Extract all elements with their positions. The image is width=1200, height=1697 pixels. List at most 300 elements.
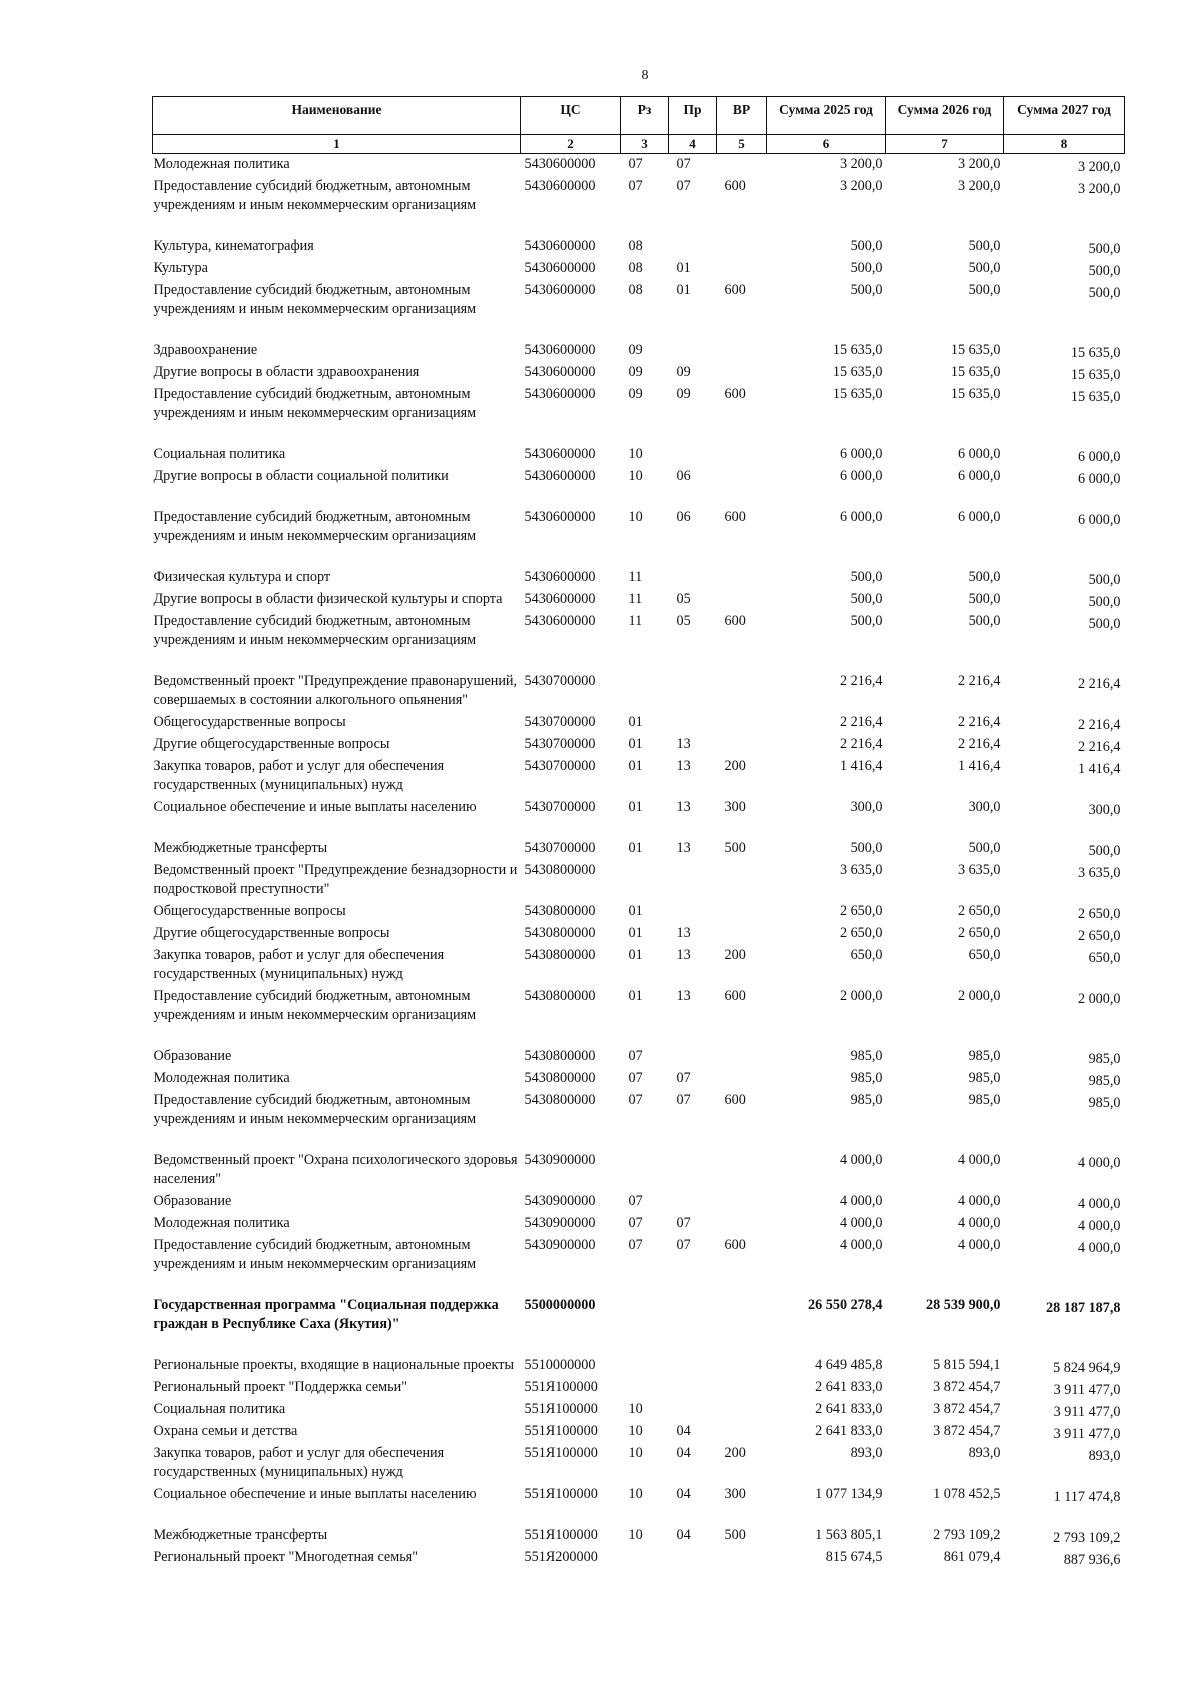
table-row (153, 362, 1125, 384)
cell-sum-2025: 650,0 (850, 947, 883, 963)
table-row (153, 734, 1125, 756)
cell-sum-2027-value: 3 200,0 (1077, 181, 1121, 197)
cell-vr: 600 (724, 509, 746, 525)
cell-sum-2027 (1004, 611, 1125, 652)
cell-rz: 08 (628, 260, 643, 276)
cell-rz: 01 (628, 947, 643, 963)
table-row (153, 756, 1125, 797)
cell-sum-2026: 15 635,0 (950, 386, 1001, 402)
cell-sum-2026: 3 635,0 (957, 862, 1001, 878)
cell-sum-2027 (1004, 589, 1125, 611)
cell-sum-2027 (1004, 444, 1125, 466)
cell-vr (717, 340, 767, 362)
cell-cs: 5430600000 (524, 156, 596, 172)
cell-sum-2027-value: 300,0 (1088, 802, 1121, 818)
cell-pr (669, 567, 717, 589)
column-number: 6 (767, 135, 886, 154)
cell-sum-2026: 3 200,0 (957, 156, 1001, 172)
cell-vr: 300 (724, 799, 746, 815)
cell-sum-2026: 15 635,0 (950, 342, 1001, 358)
cell-vr: 500 (724, 840, 746, 856)
header-row (153, 97, 1125, 135)
cell-sum-2025: 500,0 (850, 569, 883, 585)
cell-sum-2026: 500,0 (968, 613, 1001, 629)
table-row (153, 280, 1125, 321)
cell-sum-2027 (1004, 901, 1125, 923)
table-row (153, 1068, 1125, 1090)
table-row (153, 838, 1125, 860)
table-row (153, 1213, 1125, 1235)
cell-name: Культура, кинематография (153, 238, 314, 254)
cell-name: Закупка товаров, работ и услуг для обеспечения государственных (муниципальных) нужд (153, 1445, 445, 1480)
table-row (153, 507, 1125, 548)
cell-pr: 04 (676, 1486, 691, 1502)
table-row (153, 154, 1125, 177)
cell-name: Ведомственный проект "Предупреждение безнадзорности и подростковой преступности" (153, 862, 518, 897)
cell-name: Молодежная политика (153, 1215, 290, 1231)
cell-sum-2025: 500,0 (850, 282, 883, 298)
cell-sum-2025: 500,0 (850, 840, 883, 856)
cell-sum-2027 (1004, 280, 1125, 321)
cell-cs: 5430600000 (524, 342, 596, 358)
cell-vr: 200 (724, 1445, 746, 1461)
cell-sum-2027 (1004, 1068, 1125, 1090)
cell-rz: 01 (628, 840, 643, 856)
cell-sum-2027-value: 6 000,0 (1077, 512, 1121, 528)
cell-pr: 04 (676, 1527, 691, 1543)
spacer-row (153, 819, 1125, 838)
cell-pr (669, 1399, 717, 1421)
cell-pr: 01 (676, 260, 691, 276)
cell-sum-2027-value: 15 635,0 (1070, 345, 1121, 361)
cell-sum-2025: 4 000,0 (839, 1193, 883, 1209)
cell-name: Другие вопросы в области физической культуры и спорта (153, 591, 503, 607)
cell-name: Молодежная политика (153, 156, 290, 172)
cell-sum-2027-value: 500,0 (1088, 263, 1121, 279)
cell-rz: 07 (628, 1048, 643, 1064)
cell-name: Межбюджетные трансферты (153, 840, 328, 856)
spacer-cell (153, 425, 1125, 444)
cell-cs: 5430800000 (524, 1092, 596, 1108)
cell-sum-2027-value: 500,0 (1088, 285, 1121, 301)
spacer-cell (153, 652, 1125, 671)
cell-name: Предоставление субсидий бюджетным, автономным учреждениям и иным некоммерческим организациям (153, 509, 477, 544)
spacer-row (153, 652, 1125, 671)
header-name: Наименование (153, 97, 521, 135)
cell-sum-2027 (1004, 1090, 1125, 1131)
cell-rz: 07 (628, 1092, 643, 1108)
cell-name: Межбюджетные трансферты (153, 1527, 328, 1543)
cell-rz (621, 671, 669, 712)
cell-rz: 10 (628, 1527, 643, 1543)
cell-sum-2027 (1004, 1377, 1125, 1399)
cell-pr (669, 671, 717, 712)
cell-sum-2027 (1004, 1525, 1125, 1547)
cell-rz: 07 (628, 1215, 643, 1231)
table-row (153, 236, 1125, 258)
cell-cs: 5430700000 (524, 714, 596, 730)
cell-pr: 07 (676, 1092, 691, 1108)
cell-sum-2027-value: 28 187 187,8 (1046, 1300, 1121, 1316)
spacer-cell (153, 321, 1125, 340)
cell-cs: 5430600000 (524, 260, 596, 276)
cell-rz: 11 (628, 613, 643, 629)
cell-pr (669, 712, 717, 734)
column-number: 2 (521, 135, 621, 154)
cell-pr: 05 (676, 613, 691, 629)
cell-cs: 5430600000 (524, 386, 596, 402)
cell-sum-2026: 3 872 454,7 (933, 1423, 1001, 1439)
cell-sum-2026: 6 000,0 (957, 468, 1001, 484)
cell-sum-2026: 3 872 454,7 (933, 1401, 1001, 1417)
cell-rz: 01 (628, 736, 643, 752)
spacer-row (153, 548, 1125, 567)
spacer-cell (153, 488, 1125, 507)
cell-cs: 551Я100000 (524, 1379, 598, 1395)
cell-vr (717, 734, 767, 756)
spacer-row (153, 1276, 1125, 1295)
spacer-row (153, 1336, 1125, 1355)
cell-rz: 07 (628, 1070, 643, 1086)
cell-sum-2025: 3 635,0 (839, 862, 883, 878)
cell-pr: 13 (676, 799, 691, 815)
cell-name: Культура (153, 260, 208, 276)
table-row (153, 1235, 1125, 1276)
cell-rz: 07 (628, 156, 643, 172)
cell-rz: 10 (628, 1486, 643, 1502)
cell-cs: 5430900000 (524, 1215, 596, 1231)
cell-sum-2027-value: 500,0 (1088, 616, 1121, 632)
table-row (153, 176, 1125, 217)
cell-rz: 07 (628, 1237, 643, 1253)
cell-rz: 10 (628, 1423, 643, 1439)
cell-sum-2026: 300,0 (968, 799, 1001, 815)
cell-cs: 5430600000 (524, 613, 596, 629)
cell-name: Закупка товаров, работ и услуг для обеспечения государственных (муниципальных) нужд (153, 758, 445, 793)
cell-vr (717, 589, 767, 611)
cell-rz: 01 (628, 988, 643, 1004)
cell-cs: 551Я100000 (524, 1445, 598, 1461)
table-body (153, 154, 1125, 1570)
cell-rz: 08 (628, 238, 643, 254)
cell-name: Другие вопросы в области здравоохранения (153, 364, 420, 380)
cell-pr: 07 (676, 1215, 691, 1231)
cell-name: Здравоохранение (153, 342, 258, 358)
cell-sum-2027-value: 893,0 (1088, 1448, 1121, 1464)
spacer-row (153, 1506, 1125, 1525)
cell-rz: 10 (628, 1445, 643, 1461)
cell-cs: 551Я100000 (524, 1423, 598, 1439)
cell-sum-2027-value: 6 000,0 (1077, 449, 1121, 465)
cell-sum-2027-value: 985,0 (1088, 1051, 1121, 1067)
cell-sum-2025: 500,0 (850, 613, 883, 629)
cell-sum-2025: 893,0 (850, 1445, 883, 1461)
column-number: 1 (153, 135, 521, 154)
table-row (153, 1046, 1125, 1068)
column-number: 8 (1004, 135, 1125, 154)
cell-rz: 09 (628, 342, 643, 358)
cell-sum-2025: 4 000,0 (839, 1215, 883, 1231)
cell-sum-2027 (1004, 154, 1125, 177)
cell-sum-2027-value: 4 000,0 (1077, 1218, 1121, 1234)
table-row (153, 671, 1125, 712)
cell-pr: 09 (676, 386, 691, 402)
cell-vr (717, 1068, 767, 1090)
cell-sum-2026: 985,0 (968, 1048, 1001, 1064)
cell-sum-2025: 2 650,0 (839, 925, 883, 941)
cell-vr (717, 466, 767, 488)
cell-vr: 500 (724, 1527, 746, 1543)
cell-sum-2025: 4 000,0 (839, 1152, 883, 1168)
cell-cs: 5430600000 (524, 178, 596, 194)
spacer-cell (153, 548, 1125, 567)
cell-vr: 600 (724, 386, 746, 402)
table-row (153, 611, 1125, 652)
cell-sum-2026: 861 079,4 (943, 1549, 1001, 1565)
table-header (153, 97, 1125, 154)
cell-sum-2027-value: 1 416,4 (1077, 761, 1121, 777)
cell-sum-2027 (1004, 507, 1125, 548)
cell-pr (669, 1355, 717, 1377)
cell-name: Предоставление субсидий бюджетным, автономным учреждениям и иным некоммерческим организациям (153, 282, 477, 317)
table-row (153, 1377, 1125, 1399)
cell-sum-2027-value: 500,0 (1088, 241, 1121, 257)
cell-cs: 5430600000 (524, 468, 596, 484)
cell-sum-2026: 2 793 109,2 (933, 1527, 1001, 1543)
cell-sum-2026: 2 216,4 (957, 714, 1001, 730)
cell-name: Региональный проект "Поддержка семьи" (153, 1379, 408, 1395)
cell-sum-2026: 500,0 (968, 238, 1001, 254)
table-row (153, 1484, 1125, 1506)
cell-vr (717, 258, 767, 280)
cell-pr (669, 1046, 717, 1068)
cell-cs: 5430800000 (524, 925, 596, 941)
cell-sum-2026: 2 216,4 (957, 736, 1001, 752)
cell-vr (717, 1213, 767, 1235)
cell-sum-2027 (1004, 712, 1125, 734)
cell-rz: 10 (628, 446, 643, 462)
spacer-row (153, 217, 1125, 236)
cell-sum-2027-value: 2 793 109,2 (1053, 1530, 1121, 1546)
cell-vr: 300 (724, 1486, 746, 1502)
cell-sum-2026: 6 000,0 (957, 509, 1001, 525)
cell-pr: 06 (676, 468, 691, 484)
cell-vr: 600 (724, 1092, 746, 1108)
cell-rz: 10 (628, 468, 643, 484)
cell-name: Предоставление субсидий бюджетным, автономным учреждениям и иным некоммерческим организациям (153, 178, 477, 213)
spacer-row (153, 1027, 1125, 1046)
cell-sum-2026: 4 000,0 (957, 1193, 1001, 1209)
cell-name: Общегосударственные вопросы (153, 714, 346, 730)
cell-sum-2025: 4 000,0 (839, 1237, 883, 1253)
cell-cs: 5430800000 (524, 903, 596, 919)
cell-vr: 200 (724, 947, 746, 963)
cell-sum-2025: 500,0 (850, 260, 883, 276)
cell-vr (717, 860, 767, 901)
spacer-cell (153, 1336, 1125, 1355)
cell-name: Образование (153, 1048, 232, 1064)
cell-pr (669, 1150, 717, 1191)
cell-pr: 04 (676, 1423, 691, 1439)
cell-pr: 01 (676, 282, 691, 298)
cell-sum-2027 (1004, 1150, 1125, 1191)
cell-sum-2025: 1 077 134,9 (815, 1486, 883, 1502)
cell-vr (717, 567, 767, 589)
table-row (153, 1090, 1125, 1131)
cell-cs: 5430600000 (524, 509, 596, 525)
cell-sum-2025: 300,0 (850, 799, 883, 815)
cell-sum-2027 (1004, 838, 1125, 860)
cell-name: Социальная политика (153, 446, 286, 462)
cell-sum-2027-value: 1 117 474,8 (1053, 1489, 1121, 1505)
cell-cs: 5430600000 (524, 282, 596, 298)
cell-name: Предоставление субсидий бюджетным, автономным учреждениям и иным некоммерческим организациям (153, 386, 477, 421)
table-row (153, 986, 1125, 1027)
cell-sum-2026: 15 635,0 (950, 364, 1001, 380)
cell-sum-2025: 3 200,0 (839, 178, 883, 194)
cell-sum-2027-value: 2 650,0 (1077, 928, 1121, 944)
table-row (153, 712, 1125, 734)
cell-sum-2027-value: 15 635,0 (1070, 367, 1121, 383)
cell-pr: 04 (676, 1445, 691, 1461)
cell-sum-2026: 3 872 454,7 (933, 1379, 1001, 1395)
cell-sum-2027-value: 5 824 964,9 (1053, 1360, 1121, 1376)
table-row (153, 444, 1125, 466)
page-number: 8 (641, 68, 649, 83)
cell-sum-2027 (1004, 466, 1125, 488)
cell-cs: 5430600000 (524, 238, 596, 254)
table-row (153, 1547, 1125, 1569)
cell-pr: 07 (676, 156, 691, 172)
cell-sum-2026: 500,0 (968, 260, 1001, 276)
cell-cs: 5430800000 (524, 1048, 596, 1064)
spacer-cell (153, 1027, 1125, 1046)
column-number: 7 (886, 135, 1004, 154)
cell-sum-2026: 500,0 (968, 282, 1001, 298)
table-row (153, 1191, 1125, 1213)
cell-sum-2027 (1004, 1355, 1125, 1377)
header-vr: ВР (717, 97, 767, 135)
cell-sum-2026: 1 416,4 (957, 758, 1001, 774)
column-number: 3 (621, 135, 669, 154)
cell-sum-2027 (1004, 671, 1125, 712)
cell-cs: 551Я100000 (524, 1486, 598, 1502)
cell-name: Предоставление субсидий бюджетным, автономным учреждениям и иным некоммерческим организациям (153, 1237, 477, 1272)
cell-cs: 5430600000 (524, 569, 596, 585)
cell-sum-2026: 985,0 (968, 1092, 1001, 1108)
spacer-row (153, 425, 1125, 444)
cell-sum-2027-value: 4 000,0 (1077, 1196, 1121, 1212)
cell-cs: 5430700000 (524, 736, 596, 752)
cell-sum-2026: 500,0 (968, 591, 1001, 607)
cell-sum-2027 (1004, 1191, 1125, 1213)
cell-cs: 5430800000 (524, 947, 596, 963)
spacer-row (153, 488, 1125, 507)
cell-name: Другие вопросы в области социальной политики (153, 468, 449, 484)
cell-name: Государственная программа "Социальная поддержка граждан в Республике Саха (Якутия)" (153, 1297, 499, 1332)
cell-sum-2025: 2 000,0 (839, 988, 883, 1004)
cell-sum-2025: 815 674,5 (825, 1549, 883, 1565)
table-row (153, 384, 1125, 425)
cell-pr: 07 (676, 178, 691, 194)
cell-vr (717, 236, 767, 258)
column-number-row (153, 135, 1125, 154)
cell-cs: 5430900000 (524, 1152, 596, 1168)
cell-vr (717, 1399, 767, 1421)
cell-sum-2026: 500,0 (968, 569, 1001, 585)
cell-sum-2027 (1004, 986, 1125, 1027)
budget-table (152, 96, 1125, 1569)
cell-sum-2025: 15 635,0 (832, 386, 883, 402)
cell-rz: 11 (628, 591, 643, 607)
cell-sum-2027-value: 4 000,0 (1077, 1240, 1121, 1256)
cell-rz: 08 (628, 282, 643, 298)
cell-sum-2025: 985,0 (850, 1048, 883, 1064)
cell-vr: 600 (724, 282, 746, 298)
cell-sum-2026: 2 216,4 (957, 673, 1001, 689)
cell-rz: 09 (628, 386, 643, 402)
cell-rz (621, 1295, 669, 1336)
table-row (153, 797, 1125, 819)
cell-vr: 600 (724, 988, 746, 1004)
cell-sum-2027-value: 4 000,0 (1077, 1155, 1121, 1171)
cell-sum-2027-value: 887 936,6 (1063, 1552, 1121, 1568)
cell-sum-2026: 1 078 452,5 (933, 1486, 1001, 1502)
cell-pr: 09 (676, 364, 691, 380)
header-sum-2026: Сумма 2026 год (886, 97, 1004, 135)
cell-vr (717, 154, 767, 177)
cell-cs: 5430900000 (524, 1193, 596, 1209)
cell-sum-2027-value: 2 000,0 (1077, 991, 1121, 1007)
cell-cs: 5430700000 (524, 673, 596, 689)
cell-pr: 13 (676, 758, 691, 774)
cell-sum-2027 (1004, 923, 1125, 945)
cell-sum-2027-value: 650,0 (1088, 950, 1121, 966)
cell-sum-2027-value: 500,0 (1088, 594, 1121, 610)
cell-sum-2025: 3 200,0 (839, 156, 883, 172)
cell-sum-2027 (1004, 340, 1125, 362)
cell-vr: 200 (724, 758, 746, 774)
cell-vr (717, 923, 767, 945)
table-row (153, 901, 1125, 923)
cell-rz: 01 (628, 758, 643, 774)
cell-name: Общегосударственные вопросы (153, 903, 346, 919)
cell-sum-2026: 2 650,0 (957, 903, 1001, 919)
cell-sum-2027-value: 6 000,0 (1077, 471, 1121, 487)
cell-vr (717, 1046, 767, 1068)
cell-sum-2025: 2 641 833,0 (815, 1423, 883, 1439)
cell-sum-2027 (1004, 1547, 1125, 1569)
cell-pr: 06 (676, 509, 691, 525)
header-cs: ЦС (521, 97, 621, 135)
cell-rz (621, 1150, 669, 1191)
cell-sum-2027 (1004, 1399, 1125, 1421)
header-sum-2027: Сумма 2027 год (1004, 97, 1125, 135)
cell-sum-2026: 5 815 594,1 (933, 1357, 1001, 1373)
table-row (153, 1421, 1125, 1443)
spacer-cell (153, 1131, 1125, 1150)
cell-name: Образование (153, 1193, 232, 1209)
cell-sum-2027 (1004, 1484, 1125, 1506)
cell-vr (717, 1150, 767, 1191)
cell-sum-2027 (1004, 1421, 1125, 1443)
cell-rz: 09 (628, 364, 643, 380)
cell-vr: 600 (724, 613, 746, 629)
cell-pr (669, 860, 717, 901)
cell-rz (621, 1547, 669, 1569)
cell-cs: 5430700000 (524, 840, 596, 856)
cell-sum-2025: 985,0 (850, 1070, 883, 1086)
